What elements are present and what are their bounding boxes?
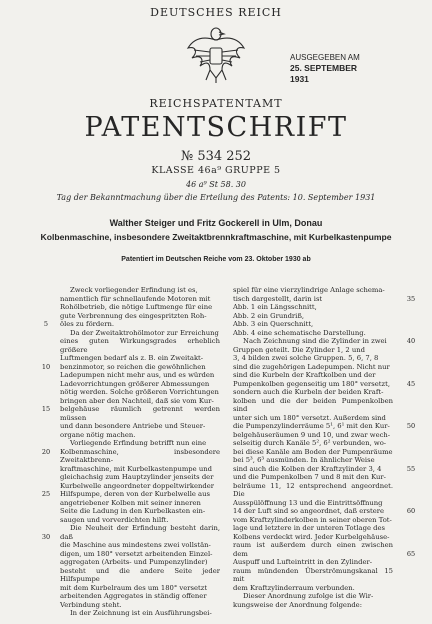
text-line: bei 5³, 6³ ausmünden. In ähnlicher Weise (233, 456, 375, 464)
text-line: sind die zugehörigen Ladepumpen. Nicht nur (233, 362, 390, 371)
line-number: 40 (406, 337, 416, 345)
text-line: belgehäuse räumlich getrennt werden müssen (60, 405, 220, 422)
text-line: Da der Zweitaktrohölmotor zur Erreichung (70, 328, 219, 337)
text-line: Die Neuheit der Erfindung besteht darin, daß (60, 524, 220, 541)
line-number: 20 (41, 447, 51, 456)
text-line: aggregaten (Arbeits- und Pumpenzylinder) (60, 558, 208, 566)
issue-stamp (290, 52, 372, 85)
line-number: 25 (41, 490, 51, 498)
text-line: benzinmotor, so reichen die gewöhnlichen (60, 362, 206, 371)
text-line: kungsweise der Anordnung folgende: (233, 600, 362, 609)
text-line: bringen aber den Nachteil, daß sie vom Kur- (60, 396, 214, 405)
publication-date-line: Tag der Bekanntmachung über die Erteilung des Patents: 10. September 1931 (56, 193, 376, 202)
text-line: Verbindung steht. (60, 600, 122, 609)
text-line: nötig werden. Solche größeren Vorrichtungen (60, 388, 219, 396)
text-line: lage und letztere in der unteren Totlage des (233, 524, 385, 532)
text-line: mit dem Kurbelraum des um 180° versetzt (60, 583, 208, 592)
text-line: namentlich für schnellaufende Motoren mit (60, 294, 211, 303)
text-line: Dieser Anordnung zufolge ist die Wir- (243, 592, 374, 600)
text-line: 14 der Luft sind so angeordnet, daß erstere (233, 507, 385, 515)
text-line: Kurbelwelle angeordneter doppeltwirkender (60, 481, 214, 490)
inventors-line: Walther Steiger und Fritz Gockerell in Ulm, Donau (109, 218, 323, 228)
text-line: Kolbenmaschine, insbesondere Zweitaktbrenn- (60, 447, 220, 464)
invention-title: Kolbenmaschine, insbesondere Zweitaktbrennkraftmaschine, mit Kurbelkastenpumpe (40, 232, 392, 242)
text-line: Hilfspumpe, deren von der Kurbelwelle aus (60, 490, 210, 498)
class-group: KLASSE 46a⁹ GRUPPE 5 (151, 165, 281, 176)
patent-number: № 534 252 (180, 149, 252, 164)
text-line: gute Verbrennung des eingespritzten Roh- (60, 311, 207, 320)
text-line: die Maschine aus mindestens zwei vollstän- (60, 541, 211, 549)
line-number: 10 (41, 362, 51, 371)
country-heading: DEUTSCHES REICH (150, 6, 282, 19)
right-line-numbers (404, 286, 418, 622)
line-number: 65 (406, 549, 416, 558)
stamp-label: AUSGEGEBEN AM (290, 53, 360, 62)
text-line: organe nötig machen. (60, 430, 136, 439)
stamp-date: 25. SEPTEMBER 1931 (290, 63, 358, 84)
text-line: Vorliegende Erfindung betrifft nun eine (70, 439, 207, 447)
text-line: raum mündenden Überströmungskanal 15 mit (233, 566, 393, 583)
text-line: Zweck vorliegender Erfindung ist es, (70, 286, 198, 294)
text-line: Kolbens verdeckt wird. Jeder Kurbelgehäuse- (233, 532, 390, 541)
text-line: die Pumpenzylinderräume 5¹, 6¹ mit den Kur- (233, 422, 390, 430)
text-line: bei diese Kanäle am Boden der Pumpenräume (233, 447, 393, 456)
text-line: kraftmaschine, mit Kurbelkastenpumpe und (60, 464, 212, 473)
left-text-column (60, 286, 220, 618)
text-line: digen, um 180° versetzt arbeitenden Einzel- (60, 549, 213, 558)
text-line: Rohölbetrieb, die nötige Luftmenge für eine (60, 303, 213, 311)
line-number: 5 (43, 320, 49, 328)
text-line: Ausspülöffnung 13 und die Eintrittsöffnung (233, 498, 383, 507)
text-line: vom Kraftzylinderkolben in seiner oberen Tot- (233, 515, 392, 524)
text-line: öles zu fördern. (60, 320, 115, 328)
text-line: Gruppen geteilt. Die Zylinder 1, 2 und (233, 345, 365, 354)
text-line: unter sich um 180° versetzt. Außerdem sind (233, 413, 386, 422)
text-line: raum ist außerdem durch einen zwischen dem (233, 541, 393, 558)
sub-reference: 46 a⁹ St 58. 30 (186, 180, 246, 189)
line-number: 30 (41, 532, 51, 541)
right-text-column (233, 286, 393, 609)
text-line: kolben und die der beiden Pumpenkolben sind (233, 396, 393, 413)
text-line: Auspuff und Lufteintritt in den Zylinder- (233, 558, 373, 566)
patented-since-line: Patentiert im Deutschen Reiche vom 23. Oktober 1930 ab (121, 256, 311, 263)
text-line: tisch dargestellt, darin ist (233, 294, 323, 303)
text-line: Seite die Ladung in den Kurbelkasten ein- (60, 507, 206, 515)
text-line: arbeitenden Aggregates in ständig offener (60, 592, 207, 600)
text-line: und dann besondere Antriebe und Steuer- (60, 422, 206, 430)
text-line: und die Pumpenkolben 7 und 8 mit den Kur- (233, 473, 386, 481)
text-line: Abb. 1 ein Längsschnitt, (233, 303, 317, 311)
text-line: sind die Kurbeln der Kraftkolben und der (233, 371, 376, 379)
line-number: 60 (406, 507, 416, 515)
text-line: spiel für eine vierzylindrige Anlage schema- (233, 286, 385, 294)
line-number: 35 (406, 294, 416, 303)
office-heading: REICHSPATENTAMT (149, 97, 283, 110)
text-line: belräume 11, 12 entsprechend angeordnet. Die (233, 481, 393, 498)
text-line: belgehäuseräumen 9 und 10, und zwar wech- (233, 430, 391, 439)
left-line-numbers (39, 286, 53, 622)
text-line: Ladevorrichtungen größerer Abmessungen (60, 379, 210, 388)
text-line: Nach Zeichnung sind die Zylinder in zwei (243, 337, 387, 345)
text-line: Abb. 3 ein Querschnitt, (233, 320, 314, 328)
text-line: Ladepumpen nicht mehr aus, und es würden (60, 371, 215, 379)
text-line: sondern auch die Kurbeln der beiden Kraft- (233, 388, 384, 396)
text-line: besteht und die andere Seite jeder Hilfspumpe (60, 566, 220, 583)
text-line: Luftmengen bedarf als z. B. ein Zweitakt- (60, 354, 204, 362)
line-number: 15 (41, 405, 51, 413)
text-line: gleichachsig zum Hauptzylinder jenseits der (60, 473, 214, 481)
line-number: 45 (406, 379, 416, 388)
text-line: In der Zeichnung ist ein Ausführungsbei- (70, 609, 212, 617)
text-line: Abb. 2 ein Grundriß, (233, 311, 305, 320)
text-line: Pumpenkolben gegenseitig um 180° versetzt, (233, 379, 391, 388)
text-line: selseitig durch Kanäle 5², 6² verbunden, wo- (233, 439, 387, 447)
document-type-title: PATENTSCHRIFT (84, 112, 348, 143)
text-line: 3, 4 bilden zwei solche Gruppen. 5, 6, 7, 8 (233, 354, 379, 362)
eagle-emblem-icon (186, 22, 246, 84)
text-line: dem Kraftzylinderraum verbunden. (233, 583, 355, 592)
text-line: saugen und vorverdichten hilft. (60, 515, 169, 524)
text-line: angetriebener Kolben mit seiner inneren (60, 498, 201, 507)
text-line: sind auch die Kolben der Kraftzylinder 3, 4 (233, 464, 382, 473)
line-number: 50 (406, 422, 416, 430)
text-line: Abb. 4 eine schematische Darstellung. (233, 328, 366, 337)
text-line: eines guten Wirkungsgrades erheblich größere (60, 337, 220, 354)
line-number: 55 (406, 464, 416, 473)
